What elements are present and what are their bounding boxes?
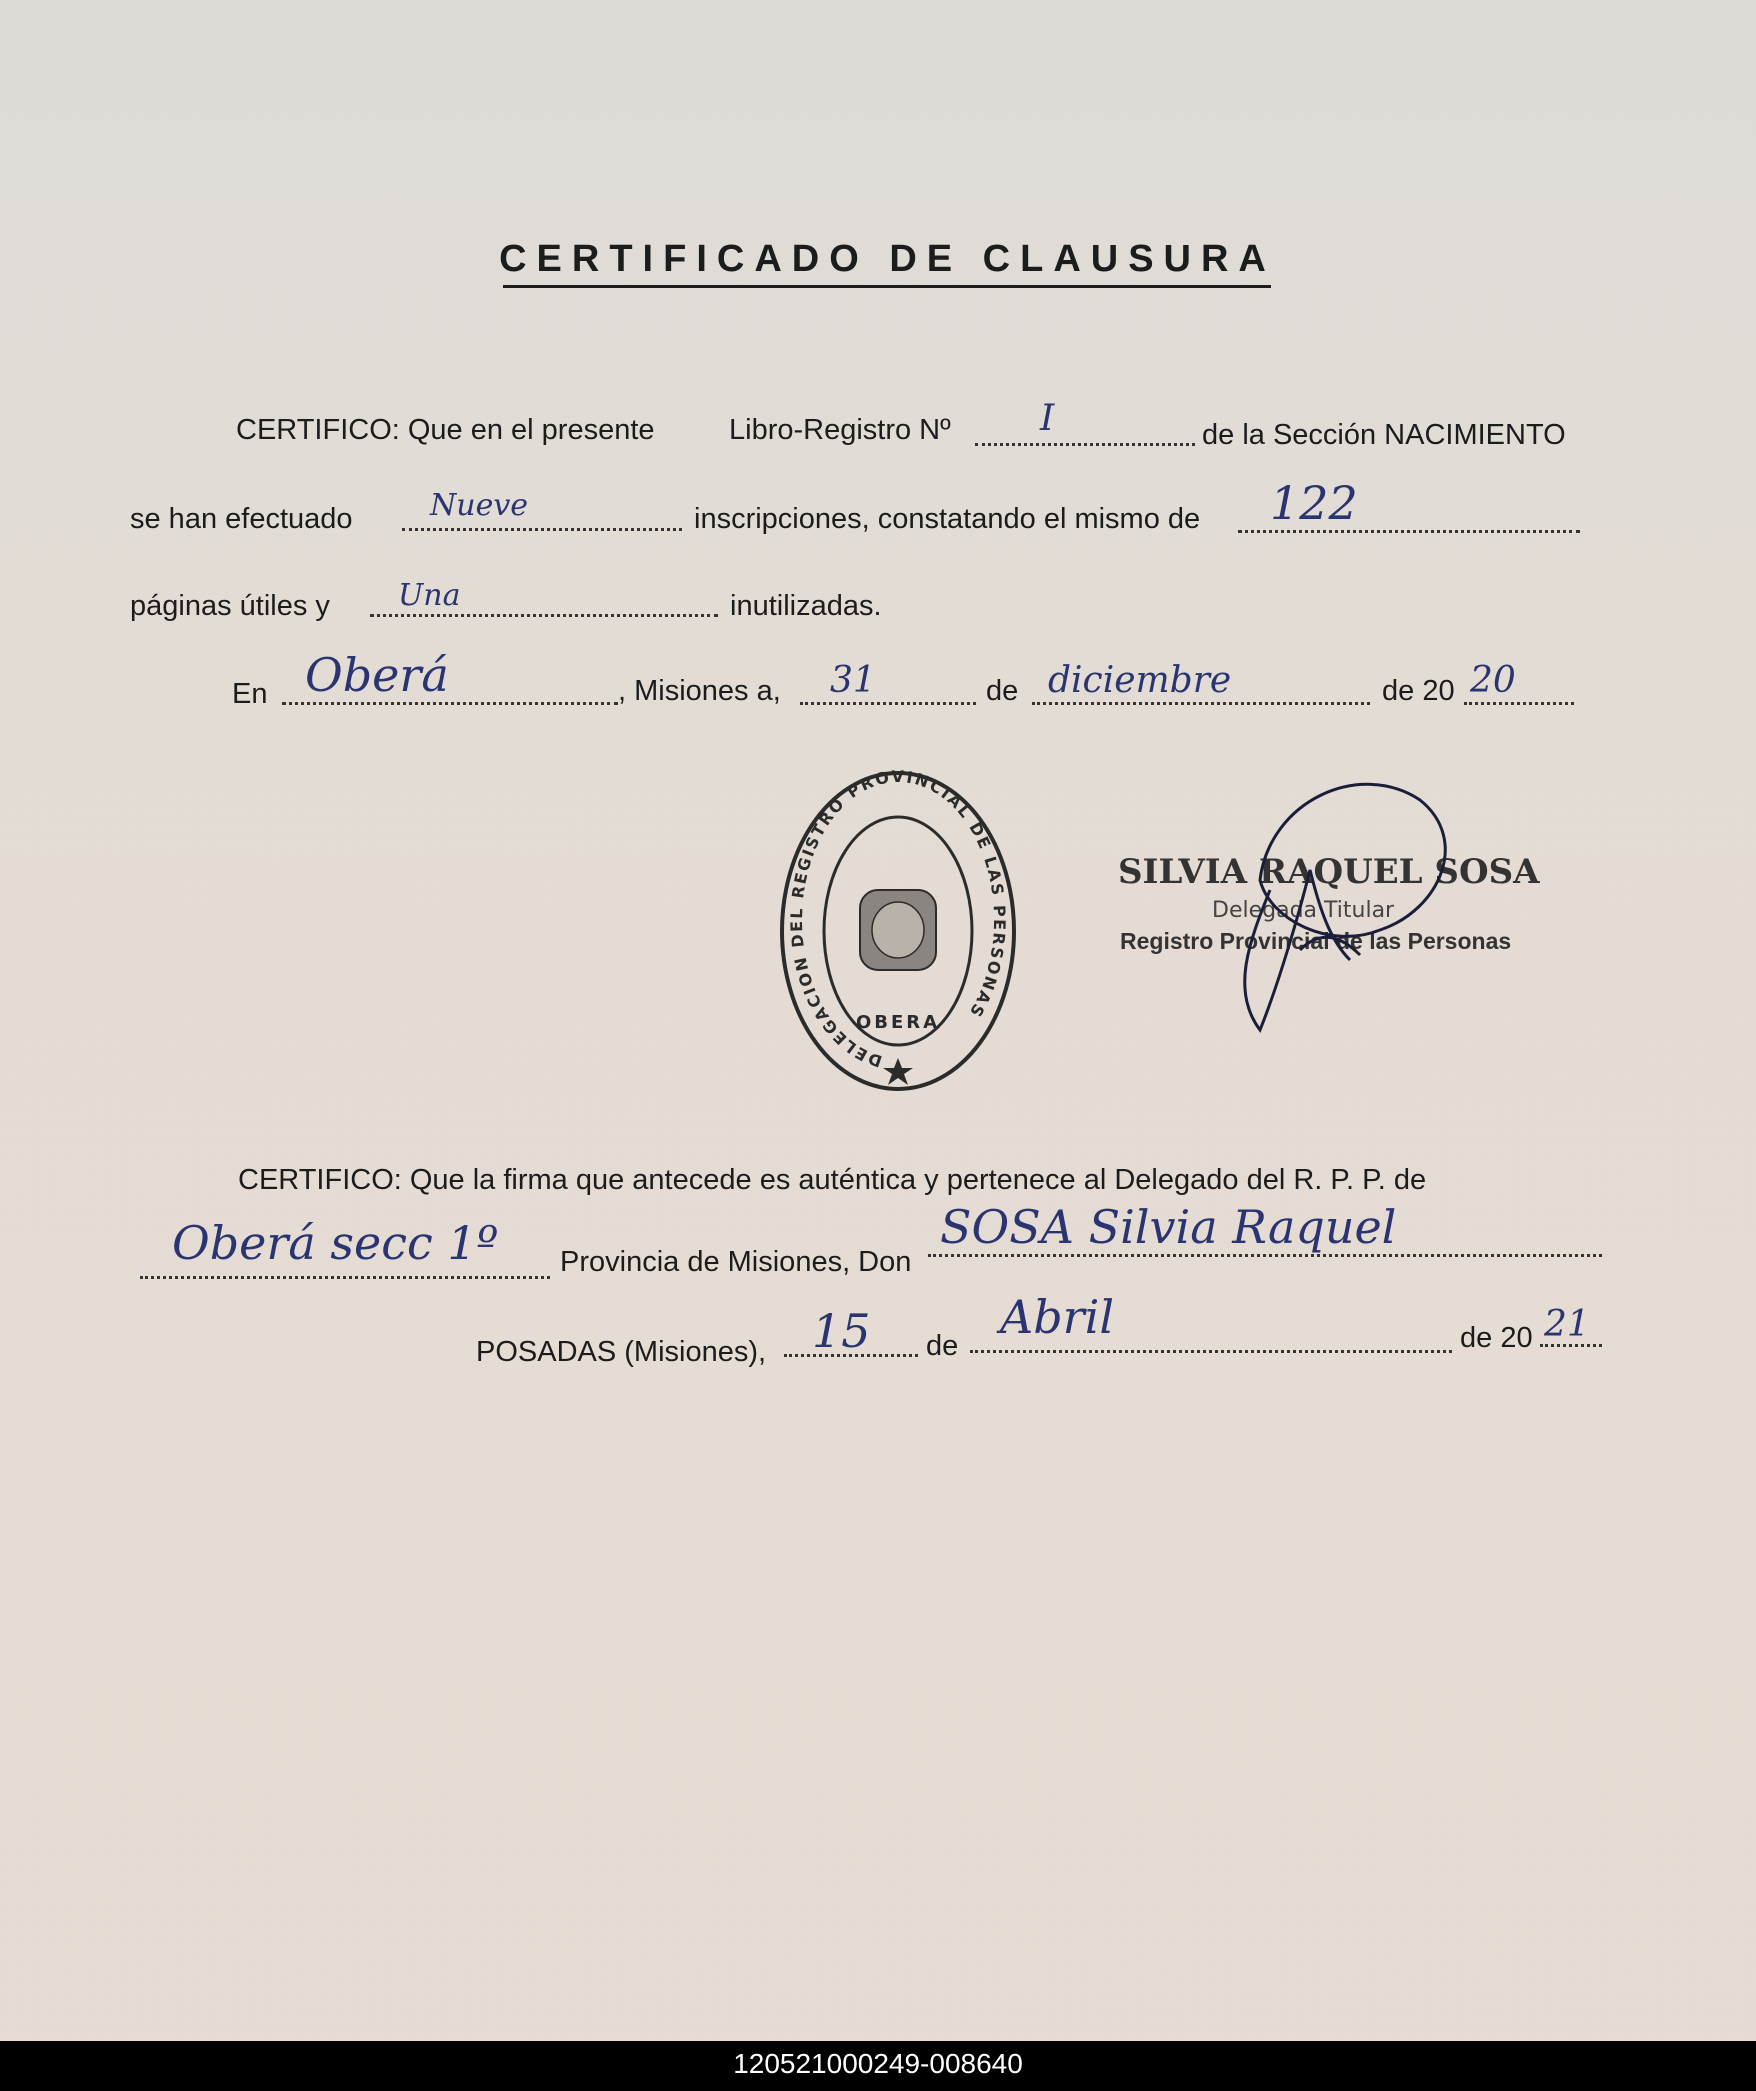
provincia-label: Provincia de Misiones, Don [560, 1246, 912, 1278]
city-handwritten: Oberá [305, 648, 449, 702]
de20-label: de 20 [1382, 675, 1455, 707]
misiones-label: , Misiones a, [618, 675, 781, 707]
year-handwritten: 20 [1470, 660, 1516, 701]
signature-org: Registro Provincial de las Personas [1120, 928, 1512, 954]
stamp-outer-text: DELEGACION DEL REGISTRO PROVINCIAL DE LAS PERSONAS [786, 768, 1010, 1071]
title-underline [503, 285, 1271, 288]
inscripciones-dotted-line [402, 528, 682, 531]
de-label: de [986, 675, 1019, 707]
inscripciones-label: inscripciones, constatando el mismo de [694, 503, 1201, 535]
libro-label: Libro-Registro Nº [729, 414, 951, 446]
p2-month-handwritten: Abril [1000, 1290, 1115, 1344]
document-id: 120521000249-008640 [733, 2048, 1023, 2079]
signature-name: SILVIA RAQUEL SOSA [1118, 852, 1540, 892]
inutilizadas-label: inutilizadas. [730, 590, 882, 622]
stamp-city: OBERA [855, 1012, 941, 1033]
p2-year-handwritten: 21 [1544, 1304, 1590, 1345]
name-handwritten: SOSA Silvia Raquel [940, 1200, 1397, 1254]
paginas-number-handwritten: 122 [1270, 476, 1358, 530]
certifico-label: CERTIFICO: Que en el presente [236, 414, 655, 446]
seccion-label: de la Sección NACIMIENTO [1202, 419, 1566, 451]
page-title: CERTIFICADO DE CLAUSURA [499, 238, 1276, 280]
year-dotted-line [1464, 702, 1574, 705]
inutilizadas-handwritten: Una [398, 578, 461, 613]
stamp-seal-icon [778, 768, 1018, 1094]
p2-day-handwritten: 15 [812, 1304, 871, 1358]
place-dotted-line [140, 1276, 550, 1279]
day-dotted-line [800, 702, 976, 705]
p2-de20-label: de 20 [1460, 1322, 1533, 1354]
p2-de-label: de [926, 1330, 959, 1362]
month-handwritten: diciembre [1048, 660, 1232, 701]
paginas-label: páginas útiles y [130, 590, 330, 622]
place-handwritten: Oberá secc 1º [172, 1216, 499, 1270]
day-handwritten: 31 [830, 660, 876, 701]
official-stamp [778, 768, 1018, 1094]
inscripciones-handwritten: Nueve [430, 488, 529, 523]
se-han-label: se han efectuado [130, 503, 353, 535]
posadas-label: POSADAS (Misiones), [476, 1336, 767, 1368]
en-label: En [232, 678, 268, 710]
city-dotted-line [282, 702, 618, 705]
p2-month-dotted-line [970, 1350, 1452, 1353]
handwritten-signature [1180, 760, 1460, 1040]
libro-number-handwritten: I [1040, 398, 1055, 439]
month-dotted-line [1032, 702, 1370, 705]
certifico-authenticity-label: CERTIFICO: Que la firma que antecede es auténtica y pertenece al Delegado del R. P. P. de [238, 1164, 1427, 1196]
name-dotted-line [928, 1254, 1602, 1257]
paginas-dotted-line [1238, 530, 1580, 533]
libro-dotted-line [975, 443, 1195, 446]
signature-role: Delegada Titular [1212, 898, 1395, 923]
inutilizadas-dotted-line [370, 614, 718, 617]
